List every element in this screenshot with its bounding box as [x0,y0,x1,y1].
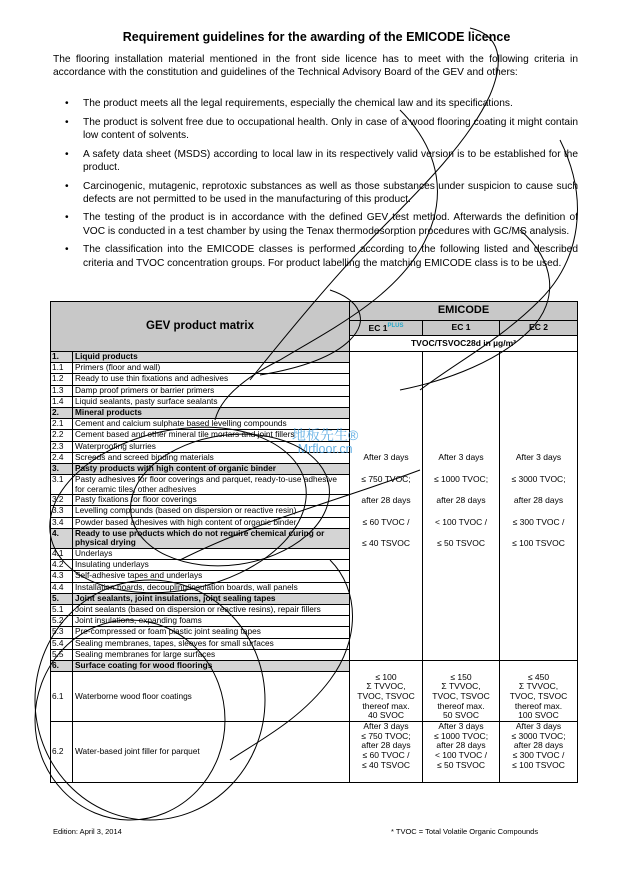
emicode-header: EMICODE [350,302,578,321]
criteria-item: • Carcinogenic, mutagenic, reprotoxic substances as well as those substances under suspicion to cause such defects are not permitted to be used in the manufacturing of this product. [53,180,578,206]
row-label: Joint sealants (based on dispersion or reactive resins), repair fillers [73,604,350,615]
matrix-header: GEV product matrix [51,302,350,352]
limit-line: 100 SVOC [518,710,559,721]
row-label: Pasty products with high content of organic binder [73,463,350,474]
row-label: Sealing membranes, tapes, sleeves for small surfaces [73,638,350,649]
row-label: Cement based and other mineral tile mortars and joint fillers [73,430,350,441]
row-number: 3.3 [51,506,73,517]
limit-line: thereof max. [437,700,485,711]
signature-stroke [180,470,420,560]
watermark-line2: Mrfloor.cn [297,442,353,456]
row-number: 5.2 [51,616,73,627]
row-label: Liquid products [73,352,350,363]
limit-line: after 28 days [513,740,564,751]
limit-line: After 3 days [363,452,409,463]
plus-label: PLUS [387,323,404,330]
limit-line: After 3 days [515,452,562,463]
limit-line: ≤ 50 TSVOC [437,759,485,770]
row-label: Self-adhesive tapes and underlays [73,571,350,582]
limit-line: ≤ 100 TSVOC [512,759,565,770]
row-label: Screeds and screed binding materials [73,452,350,463]
limit-line: After 3 days [438,452,484,463]
limit-line: ≤ 750 TVOC; [361,730,411,741]
row-number: 3.2 [51,495,73,506]
limit-line: ≤ 100 [375,671,397,682]
limit-line: ≤ 100 TSVOC [512,538,565,549]
row-label: Waterproofing slurries [73,441,350,452]
limit-line: Σ TVVOC, [518,681,559,692]
limit-line: TVOC, TSVOC [432,690,490,701]
row-label: Pasty fixations for floor coverings [73,495,350,506]
limit-line: after 28 days [361,495,411,506]
signature-stroke [420,140,577,390]
row-label: Joint sealants, joint insulations, joint sealing tapes [73,593,350,604]
row-label: Levelling compounds (based on dispersion or reactive resin) [73,506,350,517]
signature-stroke [215,110,437,420]
limit-line: ≤ 1000 TVOC; [433,730,489,741]
limit-line: 40 SVOC [368,710,404,721]
row-number: 2.2 [51,430,73,441]
row-number: 4. [51,528,73,548]
row-number: 2. [51,407,73,418]
row-number: 4.4 [51,582,73,593]
signature-stroke [400,230,550,390]
criteria-item: • A safety data sheet (MSDS) according to local law in its respectively valid version is to be established for the product. [53,148,578,174]
signature-loop [35,580,265,820]
row-number: 1.2 [51,374,73,385]
limit-line: thereof max. [362,700,410,711]
limit-line: < 100 TVOC / [434,516,488,527]
signature-loop [35,620,225,820]
limit-line: TVOC, TSVOC [357,690,415,701]
row-number: 1.4 [51,396,73,407]
row-number: 5.5 [51,649,73,660]
limit-line: < 100 TVOC / [434,750,488,761]
limit-line: thereof max. [514,700,563,711]
limit-line: ≤ 3000 TVOC; [511,730,566,741]
limit-line: 50 SVOC [443,710,479,721]
ec1-header: EC 1 [423,321,500,336]
row-number: 2.4 [51,452,73,463]
row-number: 4.1 [51,549,73,560]
limit-line: ≤ 40 TSVOC [362,538,410,549]
limit-line: after 28 days [436,495,486,506]
limit-line: after 28 days [361,740,411,751]
row-label: Waterborne wood floor coatings [73,672,350,722]
row-label: Insulating underlays [73,560,350,571]
limit-line: After 3 days [363,721,409,732]
row-label: Damp proof primers or barrier primers [73,385,350,396]
row-label: Ready to use products which do not require chemical curing or physical drying [73,528,350,548]
row-number: 5.1 [51,604,73,615]
row-label: Water-based joint filler for parquet [73,722,350,783]
row-label: Ready to use thin fixations and adhesives [73,374,350,385]
row-number: 5.3 [51,627,73,638]
limit-line: ≤ 300 TVOC / [512,516,565,527]
row-number: 3.1 [51,475,73,495]
signature-stroke [230,560,353,760]
limit-line: ≤ 750 TVOC; [361,473,411,484]
limit-line: ≤ 60 TVOC / [362,516,410,527]
limit-line: ≤ 300 TVOC / [512,750,565,761]
ec1plus-label: EC 1 [368,323,388,334]
row-number: 6.2 [51,722,73,783]
watermark-line1: 地板先生® [292,427,359,443]
row-label: Pasty adhesives for floor coverings and parquet, ready-to-use adhesive for ceramic tiles, other adhesives [73,475,350,495]
page-title: Requirement guidelines for the awarding of the EMICODE licence [122,30,511,44]
intro-paragraph: The flooring installation material mentioned in the front side licence has to meet with the following criteria in accordance with the constitution and guidelines of the Technical Advisory Board of the GEV and others: [53,54,578,79]
limit-line: ≤ 1000 TVOC; [433,473,489,484]
row-number: 6. [51,660,73,671]
criteria-item: • The classification into the EMICODE classes is performed according to the following listed and described criteria and TVOC concentration groups. For product labelling the matching EMICODE class is to be used. [53,243,578,269]
limit-line: After 3 days [515,721,562,732]
limit-line: after 28 days [436,740,486,751]
row-number: 3.4 [51,517,73,528]
row-number: 5. [51,593,73,604]
row-number: 1. [51,352,73,363]
limit-line: ≤ 50 TSVOC [437,538,485,549]
limit-line: Σ TVVOC, [441,681,481,692]
row-number: 1.3 [51,385,73,396]
row-number: 4.2 [51,560,73,571]
row-label: Primers (floor and wall) [73,363,350,374]
row-number: 4.3 [51,571,73,582]
row-number: 6.1 [51,672,73,722]
row-label: Powder based adhesives with high content of organic binder [73,517,350,528]
limit-line: ≤ 60 TVOC / [362,750,410,761]
limit-line: ≤ 150 [450,671,472,682]
row-number: 3. [51,463,73,474]
signature-stroke [250,28,498,380]
row-label: Mineral products [73,407,350,418]
limit-line: ≤ 3000 TVOC; [511,473,566,484]
criteria-item: • The testing of the product is in accordance with the defined GEV test method. Afterwards the definition of VOC is conducted in a test chamber by using the Tenax thermodesorption procedures with GC/MS analysis. [53,211,578,237]
edition-date: Edition: April 3, 2014 [53,827,122,836]
row-number: 2.3 [51,441,73,452]
row-number: 1.1 [51,363,73,374]
criteria-item: • The product meets all the legal requirements, especially the chemical law and its specifications. [53,97,578,110]
row-label: Joint insulations, expanding foams [73,616,350,627]
row-label: Underlays [73,549,350,560]
criteria-item: • The product is solvent free due to occupational health. Only in case of a wood flooring coating it might contain low content of solvents. [53,116,578,142]
ec2-header: EC 2 [500,321,578,336]
row-number: 5.4 [51,638,73,649]
row-label: Pre-compressed or foam plastic joint sealing tapes [73,627,350,638]
tvoc-footnote: * TVOC = Total Volatile Organic Compounds [391,827,539,836]
row-label: Cement and calcium sulphate based levelling compounds [73,419,350,430]
row-number: 2.1 [51,419,73,430]
tvoc-header: TVOC/TSVOC28d in µg/m³ [350,336,578,352]
limit-line: Σ TVVOC, [366,681,406,692]
row-label: Installation boards, decoupling/insulation boards, wall panels [73,582,350,593]
limit-line: After 3 days [438,721,484,732]
limit-line: after 28 days [513,495,564,506]
limit-line: TVOC, TSVOC [509,690,568,701]
limit-line: ≤ 450 [527,671,550,682]
row-label: Sealing membranes for large surfaces [73,649,350,660]
row-label: Liquid sealants, pasty surface sealants [73,396,350,407]
limit-line: ≤ 40 TSVOC [362,759,410,770]
row-label: Surface coating for wood floorings [73,660,350,671]
